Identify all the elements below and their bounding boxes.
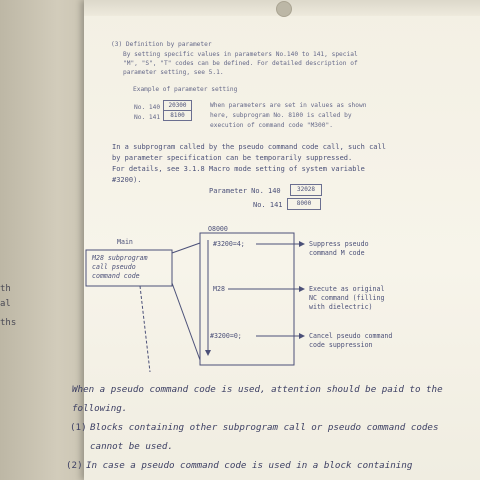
subprogram-box bbox=[200, 233, 294, 365]
subprogram-line-1: #3200=4; bbox=[213, 240, 245, 248]
param2-value-box-1: 32028 bbox=[290, 184, 322, 196]
subprogram-label: O8000 bbox=[208, 225, 228, 233]
item-1-text: Blocks containing other subprogram call or pseudo command codes bbox=[90, 422, 439, 433]
annotation-3-line-2: code suppression bbox=[309, 341, 373, 349]
annotation-2-line-3: with dielectric) bbox=[309, 303, 373, 311]
underpage-text-2: al bbox=[0, 299, 11, 309]
underpage-text-3: ths bbox=[0, 318, 17, 328]
example-desc-line-2: here, subprogram No. 8100 is called by bbox=[210, 112, 352, 119]
example-label: Example of parameter setting bbox=[133, 86, 238, 93]
main-dashed-line bbox=[140, 286, 150, 372]
example-desc-line-1: When parameters are set in values as shown bbox=[210, 102, 367, 109]
subprogram-line-2: M28 bbox=[213, 285, 225, 293]
main-label: Main bbox=[117, 238, 133, 246]
item-2-number: (2) bbox=[66, 460, 83, 471]
underpage-text-1: th bbox=[0, 284, 11, 294]
example-value-box-1: 20300 bbox=[163, 100, 192, 111]
subprogram-line-3: #3200=0; bbox=[210, 332, 242, 340]
annotation-1-line-1: Suppress pseudo bbox=[309, 240, 369, 248]
example-value-box-2: 8100 bbox=[163, 110, 192, 121]
body-line-1: When a pseudo command code is used, attention should be paid to the bbox=[72, 384, 443, 395]
item-1-number: (1) bbox=[70, 422, 87, 433]
param2-label-1: Parameter No. 140 bbox=[209, 187, 281, 195]
example-row-label-2: No. 141 bbox=[134, 114, 161, 121]
annotation-1-line-2: command M code bbox=[309, 249, 365, 257]
para2-line-4: #3200). bbox=[112, 176, 142, 184]
para2-line-2: by parameter specification can be temporarily suppressed. bbox=[112, 154, 353, 162]
param2-value-box-2: 8000 bbox=[287, 198, 321, 210]
param2-label-2: No. 141 bbox=[253, 201, 283, 209]
example-row-label-1: No. 140 bbox=[134, 104, 161, 111]
example-desc-line-3: execution of command code "M300". bbox=[210, 122, 333, 129]
main-box-line-2: call pseudo bbox=[92, 263, 136, 271]
section-para-line-2: "M", "S", "T" codes can be defined. For detailed description of bbox=[123, 60, 358, 67]
annotation-2-line-1: Execute as original bbox=[309, 285, 385, 293]
para2-line-1: In a subprogram called by the pseudo command code call, such call bbox=[112, 143, 386, 151]
section-para-line-1: By setting specific values in parameters No.140 to 141, special bbox=[123, 51, 358, 58]
body-line-2: following. bbox=[72, 403, 128, 414]
section-heading: (3) Definition by parameter bbox=[111, 41, 212, 48]
call-line-top bbox=[172, 243, 200, 253]
main-box-line-3: command code bbox=[92, 272, 140, 280]
annotation-3-line-1: Cancel pseudo command bbox=[309, 332, 393, 340]
section-para-line-3: parameter setting, see 5.1. bbox=[123, 69, 224, 76]
item-1-continuation: cannot be used. bbox=[90, 441, 173, 452]
main-box-line-1: M28 subprogram bbox=[92, 254, 148, 262]
para2-line-3: For details, see 3.1.8 Macro mode setting of system variable bbox=[112, 165, 365, 173]
item-2-text: In case a pseudo command code is used in a block containing bbox=[86, 460, 413, 471]
annotation-2-line-2: NC command (filling bbox=[309, 294, 385, 302]
call-line-bottom bbox=[172, 283, 200, 360]
